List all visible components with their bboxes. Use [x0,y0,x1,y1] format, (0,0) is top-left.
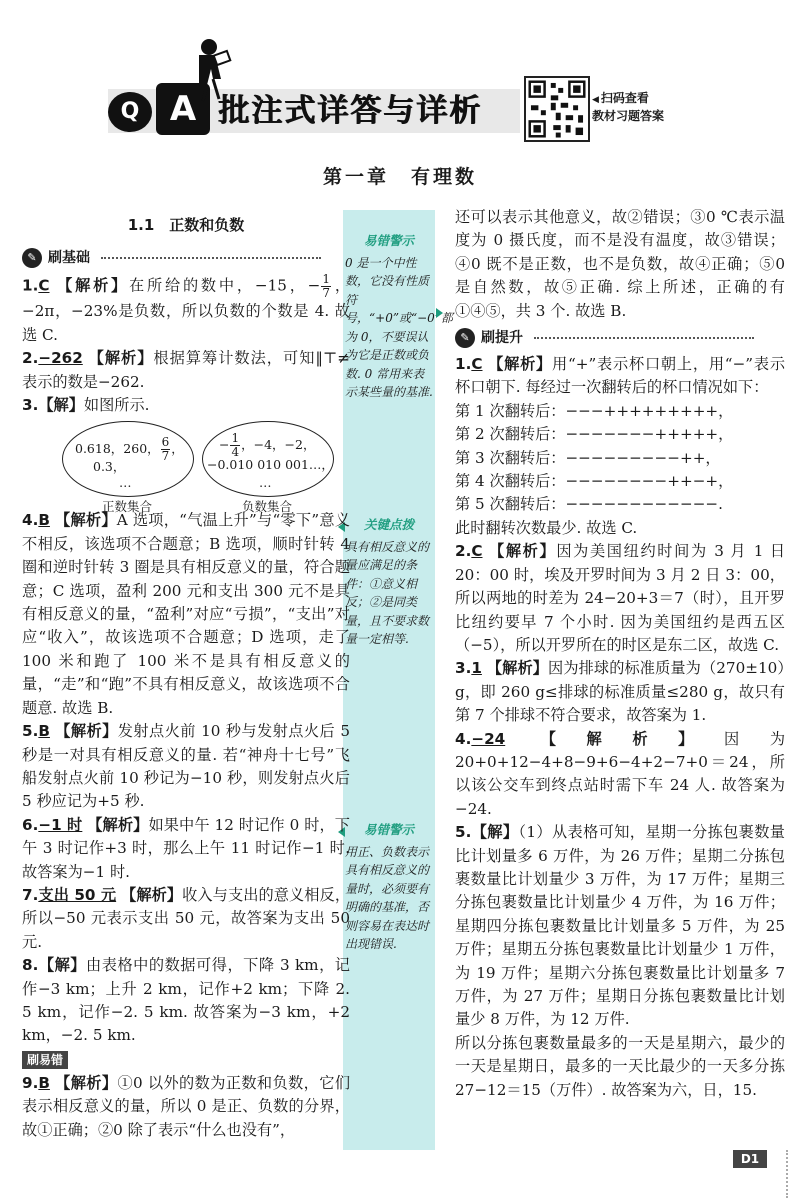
page-number: D1 [733,1150,767,1168]
advanced-item-4 [455,728,785,822]
answer-key: C [38,276,50,295]
item-number: 8. [22,956,39,975]
answer-text: 在所给的数中，−15，− [129,276,321,295]
margin-note-3-heading: 易错警示 [363,822,414,837]
answer-item-5 [22,720,350,814]
section-title: 1.1 正数和负数 [127,216,245,234]
advanced-item-1 [455,353,785,400]
qr-caption-line2: 教材习题答案 [592,109,665,123]
item-number: 7. [22,885,39,904]
item-number: 1. [22,276,39,295]
item-number: 4. [22,511,39,530]
answer-key: 1 [471,659,482,678]
qr-caption [592,90,702,124]
dotted-rule [101,257,321,259]
analysis-tag: 【解析】 [486,659,549,678]
item-number: 2. [22,349,39,368]
answer-text: 因为排球的标准质量为（270±10）g，即 260 g≤排球的标准质量≤280 g，故只有第 7 个排球不符合要求，故答案为 1. [455,659,786,725]
margin-note-1 [345,232,453,402]
flip-line: 第 2 次翻转后：−−−−−−−+++++， [455,425,734,444]
qr-code-icon[interactable] [524,76,590,142]
left-column [22,214,350,1142]
answer-key: B [38,511,50,530]
analysis-tag: 【解析】 [540,729,724,748]
answer-key: 支出 50 元 [38,885,117,904]
answer-text: 根据算筹计数法，可知‖⊤≠表示的数是−262. [22,349,351,391]
a-badge: A [156,83,210,135]
item-number: 1. [455,355,472,374]
page-header [0,0,800,150]
margin-note-3 [345,821,433,954]
chapter-title: 第一章 有理数 [322,166,477,188]
answer-key: B [38,1073,50,1092]
item-number: 3. [22,396,39,415]
answer-item-4 [22,509,350,720]
margin-note-2-heading: 关键点拨 [363,517,414,532]
answer-text: ①0 以外的数为正数和负数，它们表示相反意义的量，所以 0 是正、负数的分界，故①正确；②0 除了表示“什么也没有”， [22,1073,351,1139]
answer-text: ，−2π，−23%是负数，所以负数的个数是 4. 故选 C. [22,276,351,344]
analysis-tag: 【解析】 [87,815,149,834]
answer-key: C [471,355,483,374]
subsection-basic-badge [22,247,321,269]
fraction: $\frac{1}{7}$ [322,272,331,301]
answer-text: 如图所示. [83,396,150,415]
item-number: 5. [22,722,39,741]
answer-text: 如果中午 12 时记作 0 时，下午 3 时记作+3 时，那么上午 11 时记作−1 时. 故答案为−1 时. [22,815,350,881]
negative-set-caption: 负数集合 [241,499,292,515]
subsection-advanced-label: 刷提升 [481,330,523,347]
answer-item-8 [22,954,350,1048]
margin-note-2 [345,516,433,649]
banner-title: 批注式详答与详析 [218,93,482,129]
item-number: 3. [455,659,472,678]
advanced-item-5-conclusion: 所以分拣包裹数量最多的一天是星期六，最少的一天是星期日，最多的一天比最少的一天多分拣 27−12＝15（万件）. 故答案为六，日，15. [455,1033,785,1099]
advanced-item-5 [455,821,785,1032]
answer-item-6 [22,814,350,884]
positive-set-ellipse: 0.618，260， $\frac{6}{7}$ ， 0.3， … [62,421,194,497]
margin-note-1-heading: 易错警示 [363,233,414,248]
answer-key: −262 [38,349,83,368]
analysis-tag: 【解析】 [88,349,154,368]
answer-item-1 [22,273,350,347]
right-column [455,206,785,1102]
advanced-item-3 [455,657,785,727]
analysis-tag: 【解析】 [488,542,557,561]
note-pointer-icon [436,308,443,318]
positive-set-caption: 正数集合 [101,499,152,515]
q-badge: Q [108,92,152,132]
qr-caption-line1: ◀ 扫码查看 [592,90,702,108]
answer-key: −24 [471,729,506,748]
answer-key: −1 时 [38,815,83,834]
subsection-advanced-badge [455,327,754,349]
set-diagram [22,417,350,515]
flip-line: 第 1 次翻转后：−−−+++++++++， [455,401,734,420]
analysis-tag: 【解析】 [55,511,117,530]
flip-line: 第 3 次翻转后：−−−−−−−−−++， [455,448,721,467]
answer-key: C [471,542,483,561]
flip-conclusion: 此时翻转次数最少. 故选 C. [455,518,638,537]
answer-item-9-continued: 还可以表示其他意义，故②错误；③0 ℃表示温度为 0 摄氏度，而不是没有温度，故③错误；④0 既不是正数，也不是负数，故④正确；⑤0 是自然数，故⑤正确. 综上所述，正确的有①④⑤，共 3 个. 故选 B. [455,208,785,320]
dotted-rule [534,337,754,339]
answer-text: 由表格中的数据可得，下降 3 km，记作−3 km；上升 2 km，记作+2 km；下降 2. 5 km，记作−2. 5 km. 故答案为−3 km，+2 km，−2. 5 km. [22,956,350,1045]
item-number: 2. [455,542,472,561]
margin-note-3-text: 用正、负数表示具有相反意义的量时，必须要有明确的基准，否则容易在表达时出现错误. [345,844,430,951]
answer-item-3 [22,394,350,417]
answer-text: （1）从表格可知，星期一分拣包裹数量比计划量多 6 万件，为 26 万件；星期二分拣包裹数量比计划量少 3 万件，为 17 万件；星期三分拣包裹数量比计划量少 4 万件，为 16 万件；星期四分拣包裹数量比计划量多 5 万件，为 25 万件；星期五分拣包裹数量比计划量少 1 万件，为 19 万件；星期六分拣包裹数量比计划量多 7 万件，为 27 万件；星期日分拣包裹数量比计划量少 8 万件，为 12 万件. [455,823,785,1029]
advanced-item-2 [455,540,785,657]
subsection-error-badge: 刷易错 [22,1051,68,1069]
analysis-tag: 【解】 [38,396,84,415]
analysis-tag: 【解析】 [488,355,553,374]
margin-note-2-text: 具有相反意义的量应满足的条件：①意义相反；②是同类量，且不要求数量一定相等. [345,539,430,646]
item-number: 9. [22,1073,39,1092]
answer-item-2 [22,347,350,394]
analysis-tag: 【解析】 [55,722,118,741]
analysis-tag: 【解析】 [57,276,130,295]
item-number: 4. [455,729,472,748]
answer-text: 用“+”表示杯口朝上，用“−”表示杯口朝下. 每经过一次翻转后的杯口情况如下： [455,355,786,397]
answer-item-7 [22,884,350,954]
edge-dotted-rule [786,1150,790,1198]
pencil-badge-icon: ✎ [22,248,42,268]
margin-note-1-text: 0 是一个中性数，它没有性质符号，“+0”或“−0”都为 0，不要误认为它是正数或负数. 0 常用来表示某些量的基准. [345,255,453,399]
flip-line: 第 4 次翻转后：−−−−−−−−++−+， [455,472,734,491]
subsection-basic-label: 刷基础 [48,250,90,267]
answer-text: 发射点火前 10 秒与发射点火后 5 秒是一对具有相反意义的量. 若“神舟十七号”飞船发射点火前 10 秒记为−10 秒，则发射点火后 5 秒应记为+5 秒. [22,722,351,811]
analysis-tag: 【解】 [38,956,87,975]
item-number: 5. [455,823,472,842]
analysis-tag: 【解】 [471,823,519,842]
analysis-tag: 【解析】 [55,1073,118,1092]
answer-text: 因为 20+0+12−4+8−9+6−4+2−7+0＝24，所以该公交车到终点站时需下车 24 人. 故答案为−24. [455,729,786,818]
answer-text: A 选项，“气温上升”与“零下”意义不相反，该选项不合题意；B 选项，顺时针转 4 圈和逆时针转 3 圈是具有相反意义的量，符合题意；C 选项，盈利 200 元和支出 300 元不是具有相反意义的量，“盈利”对应“亏损”，“支出”对应“收入”，故该选项不合题意；D 选项，走了 100 米和跑了 100 米不是具有相反意义的量，“走”和“跑”不具有相反意义，故该选项不合题意. 故选 B. [22,511,351,717]
answer-text: 因为美国纽约时间为 3 月 1 日 20：00 时，埃及开罗时间为 3 月 2 日 3：00，所以两地的时差为 24−20+3＝7（时），且开罗比纽约要早 7 个小时. 因为美国纽约是西五区（−5），所以开罗所在的时区是东二区，故选 C. [455,542,786,654]
item-number: 6. [22,815,39,834]
analysis-tag: 【解析】 [121,885,183,904]
answer-text: 收入与支出的意义相反，所以−50 元表示支出 50 元，故答案为支出 50 元. [22,885,351,951]
pencil-badge-icon: ✎ [455,328,475,348]
answer-item-9 [22,1072,350,1142]
flip-line: 第 5 次翻转后：−−−−−−−−−−−−. [455,495,723,514]
negative-set-ellipse: − $\frac{1}{4}$ ，−4，−2， −0.010 010 001…， … [202,421,334,497]
answer-key: B [38,722,50,741]
